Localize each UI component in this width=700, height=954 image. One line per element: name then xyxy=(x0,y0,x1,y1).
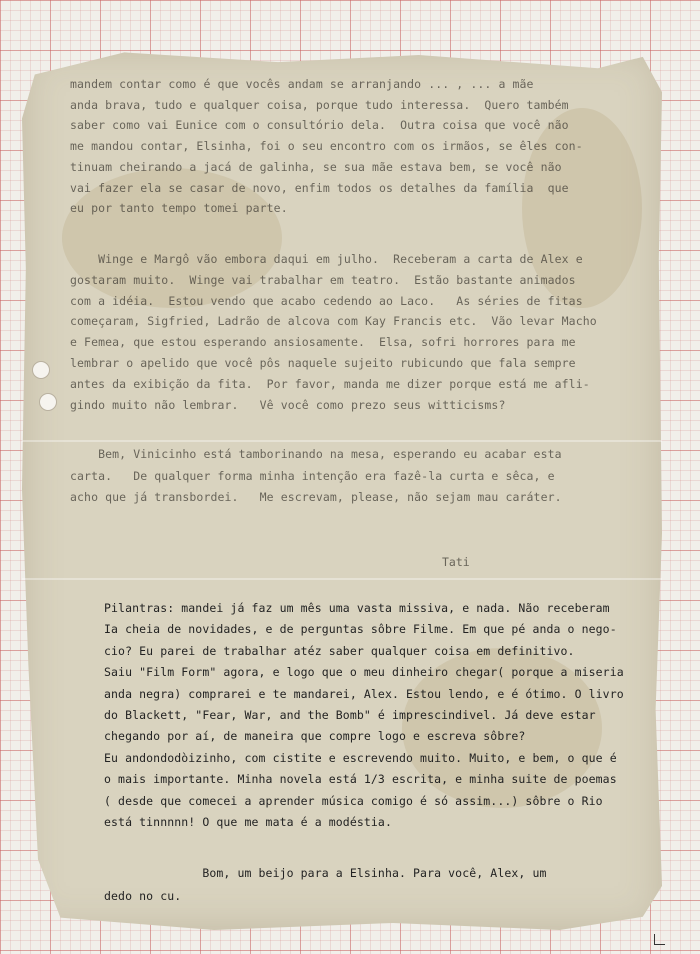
text-line: Ia cheia de novidades, e de perguntas sôbre Filme. Em que pé anda o nego- xyxy=(104,622,617,637)
text-line: Eu andondodòizinho, com cistite e escrevendo muito. Muito, e bem, o que é xyxy=(104,750,617,765)
punch-hole xyxy=(39,393,57,411)
text-line: Pilantras: mandei já faz um mês uma vasta missiva, e nada. Não receberam xyxy=(104,601,610,615)
text-line: Bem, Vinicinho está tamborinando na mesa, esperando eu acabar esta xyxy=(70,447,562,461)
text-line: dedo no cu. xyxy=(104,889,182,903)
text-line: está tinnnnn! O que me mata é a modéstia. xyxy=(104,815,392,830)
punch-hole xyxy=(32,361,50,379)
paragraph-closing-first xyxy=(70,444,562,509)
text-line: vai fazer ela se casar de novo, enfim todos os detalhes da família que xyxy=(70,180,569,195)
text-line: chegando por aí, de maneira que compre logo e escreva sôbre? xyxy=(104,729,526,744)
crop-mark xyxy=(654,934,665,945)
text-line: Winge e Margô vão embora daqui em julho. Receberam a carta de Alex e xyxy=(70,252,583,266)
paper-fold xyxy=(22,578,662,580)
paragraph-opening xyxy=(70,74,583,219)
text-line: do Blackett, "Fear, War, and the Bomb" é imprescindivel. Já deve estar xyxy=(104,708,596,723)
text-line: antes da exibição da fita. Por favor, manda me dizer porque está me afli- xyxy=(70,376,590,391)
paragraph-news xyxy=(70,249,597,415)
text-line: mandem contar como é que vocês andam se arranjando ... , ... a mãe xyxy=(70,77,534,91)
text-line: Bom, um beijo para a Elsinha. Para você, Alex, um xyxy=(104,866,547,880)
paragraph-farewell xyxy=(104,862,547,908)
text-line: Saiu "Film Form" agora, e logo que o meu dinheiro chegar( porque a miseria xyxy=(104,665,624,680)
text-line: anda negra) comprarei e te mandarei, Alex. Estou lendo, e é ótimo. O livro xyxy=(104,686,624,701)
text-line: me mandou contar, Elsinha, foi o seu encontro com os irmãos, se êles con- xyxy=(70,139,583,154)
text-line: com a idéia. Estou vendo que acabo cedendo ao Laco. As séries de fitas xyxy=(70,293,583,308)
signature: Tati xyxy=(442,555,470,569)
text-line: ( desde que comecei a aprender música comigo é só assim...) sôbre o Rio xyxy=(104,793,603,808)
text-line: carta. De qualquer forma minha intenção era fazê-la curta e sêca, e xyxy=(70,468,555,483)
text-line: começaram, Sigfried, Ladrão de alcova com Kay Francis etc. Vão levar Macho xyxy=(70,314,597,329)
text-line: o mais importante. Minha novela está 1/3 escrita, e minha suite de poemas xyxy=(104,772,617,787)
text-line: gindo muito não lembrar. Vê você como prezo seus witticisms? xyxy=(70,397,506,412)
text-line: saber como vai Eunice com o consultório dela. Outra coisa que você não xyxy=(70,118,569,133)
text-line: gostaram muito. Winge vai trabalhar em teatro. Estão bastante animados xyxy=(70,272,576,287)
paper-fold xyxy=(22,440,662,442)
text-line: eu por tanto tempo tomei parte. xyxy=(70,201,288,216)
paragraph-postscript xyxy=(104,598,624,833)
text-line: acho que já transbordei. Me escrevam, please, não sejam mau caráter. xyxy=(70,490,562,504)
text-line: cio? Eu parei de trabalhar atéz saber qualquer coisa em definitivo. xyxy=(104,643,575,658)
text-line: tinuam cheirando a jacá de galinha, se sua mãe estava bem, se você não xyxy=(70,159,562,174)
text-line: e Femea, que estou esperando ansiosamente. Elsa, sofri horrores para me xyxy=(70,335,576,350)
text-line: lembrar o apelido que você pôs naquele sujeito rubicundo que fala sempre xyxy=(70,355,576,370)
text-line: anda brava, tudo e qualquer coisa, porque tudo interessa. Quero também xyxy=(70,97,569,112)
